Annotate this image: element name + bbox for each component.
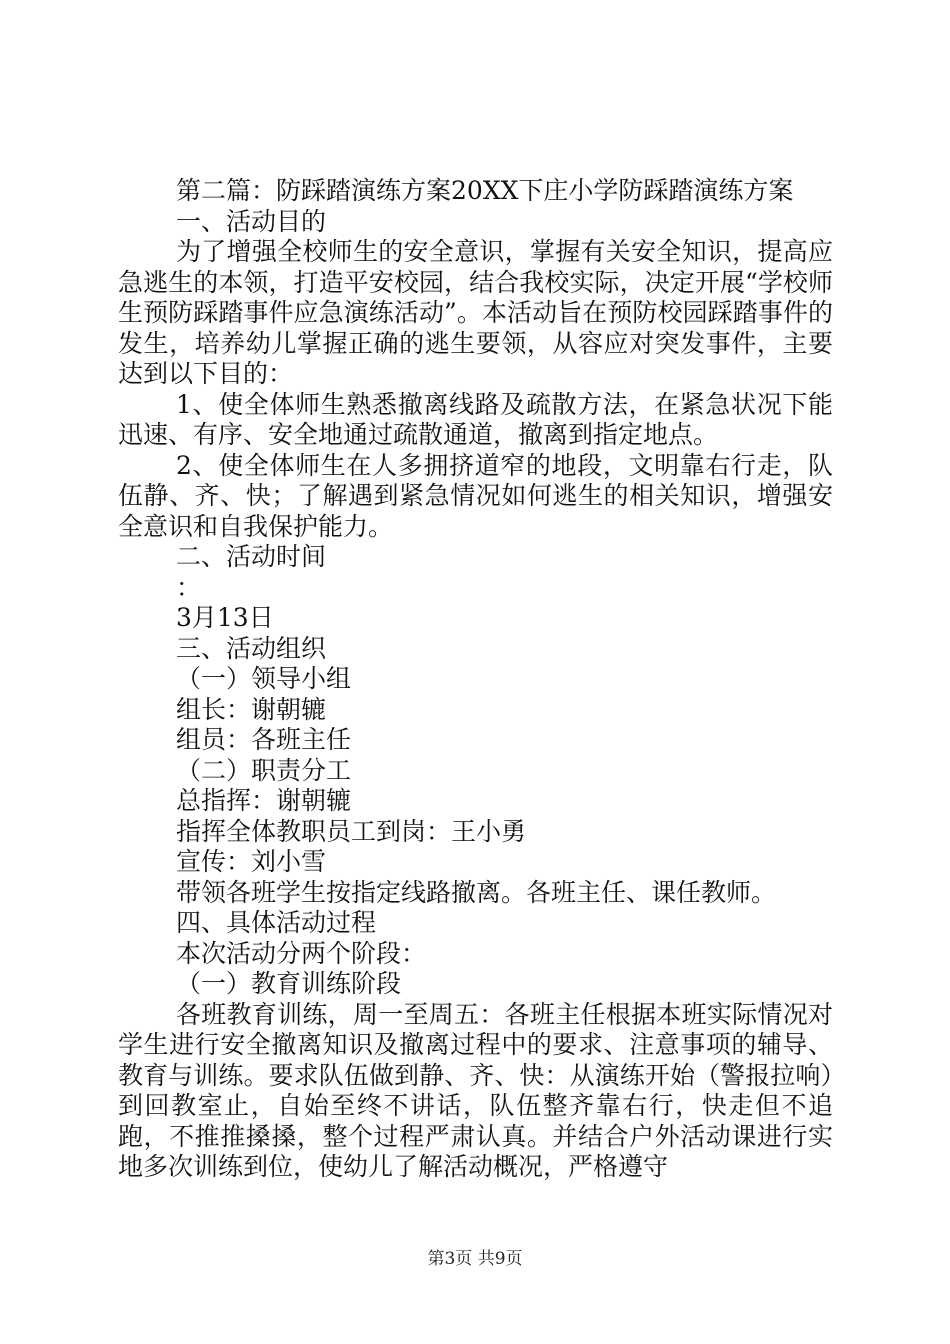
publicity-line: 宣传：刘小雪 — [176, 847, 327, 876]
stages-line: 本次活动分两个阶段： — [176, 938, 427, 968]
paragraph-purpose: 为了增强全校师生的安全意识，掌握有关安全知识，提高应急逃生的本领，打造平安校园，结合我校实际，决定开展“学校师生预防踩踏事件应急演练活动”。本活动旨在预防校园踩踏事件的发生，培养幼儿掌握正确的逃生要领，从容应对突发事件，主要达到以下目的： — [118, 237, 833, 388]
subheading-leadership: （一）领导小组 — [176, 664, 352, 693]
paragraph-goal-2: 2、使全体师生在人多拥挤道窄的地段，文明靠右行走，队伍静、齐、快；了解遇到紧急情况如何逃生的相关知识，增强安全意识和自我保护能力。 — [118, 450, 833, 541]
subheading-duties: （二）职责分工 — [176, 755, 352, 785]
leader-line: 组长：谢朝辘 — [176, 694, 327, 724]
section-heading-time: 二、活动时间 — [176, 542, 327, 571]
paragraph-goal-1: 1、使全体师生熟悉撤离线路及疏散方法，在紧急状况下能迅速、有序、安全地通过疏散通道，撤离到指定地点。 — [118, 389, 833, 449]
members-line: 组员：各班主任 — [176, 725, 352, 754]
time-colon: ： — [176, 572, 202, 602]
paragraph-training: 各班教育训练，周一至周五：各班主任根据本班实际情况对学生进行安全撤离知识及撤离过程中的要求、注意事项的辅导、教育与训练。要求队伍做到静、齐、快：从演练开始（警报拉响）到回教室止，自始至终不讲话，队伍整齐靠右行，快走但不追跑，不推推搡搡，整个过程严肃认真。并结合户外活动课进行实地多次训练到位，使幼儿了解活动概况，严格遵守 — [118, 999, 833, 1181]
section-heading-purpose: 一、活动目的 — [176, 206, 327, 236]
document-title: 第二篇：防踩踏演练方案20XX下庄小学防踩踏演练方案 — [176, 176, 794, 205]
document-body — [118, 176, 833, 1183]
staff-line: 指挥全体教职员工到岗：王小勇 — [176, 816, 527, 846]
commander-line: 总指挥：谢朝辘 — [176, 786, 352, 815]
section-heading-process: 四、具体活动过程 — [176, 908, 377, 937]
page-footer: 第3页 共9页 — [427, 1249, 523, 1269]
subheading-training: （一）教育训练阶段 — [176, 969, 402, 998]
evacuation-line: 带领各班学生按指定线路撤离。各班主任、课任教师。 — [176, 877, 777, 907]
activity-date: 3月13日 — [176, 603, 274, 632]
section-heading-organization: 三、活动组织 — [176, 633, 327, 663]
